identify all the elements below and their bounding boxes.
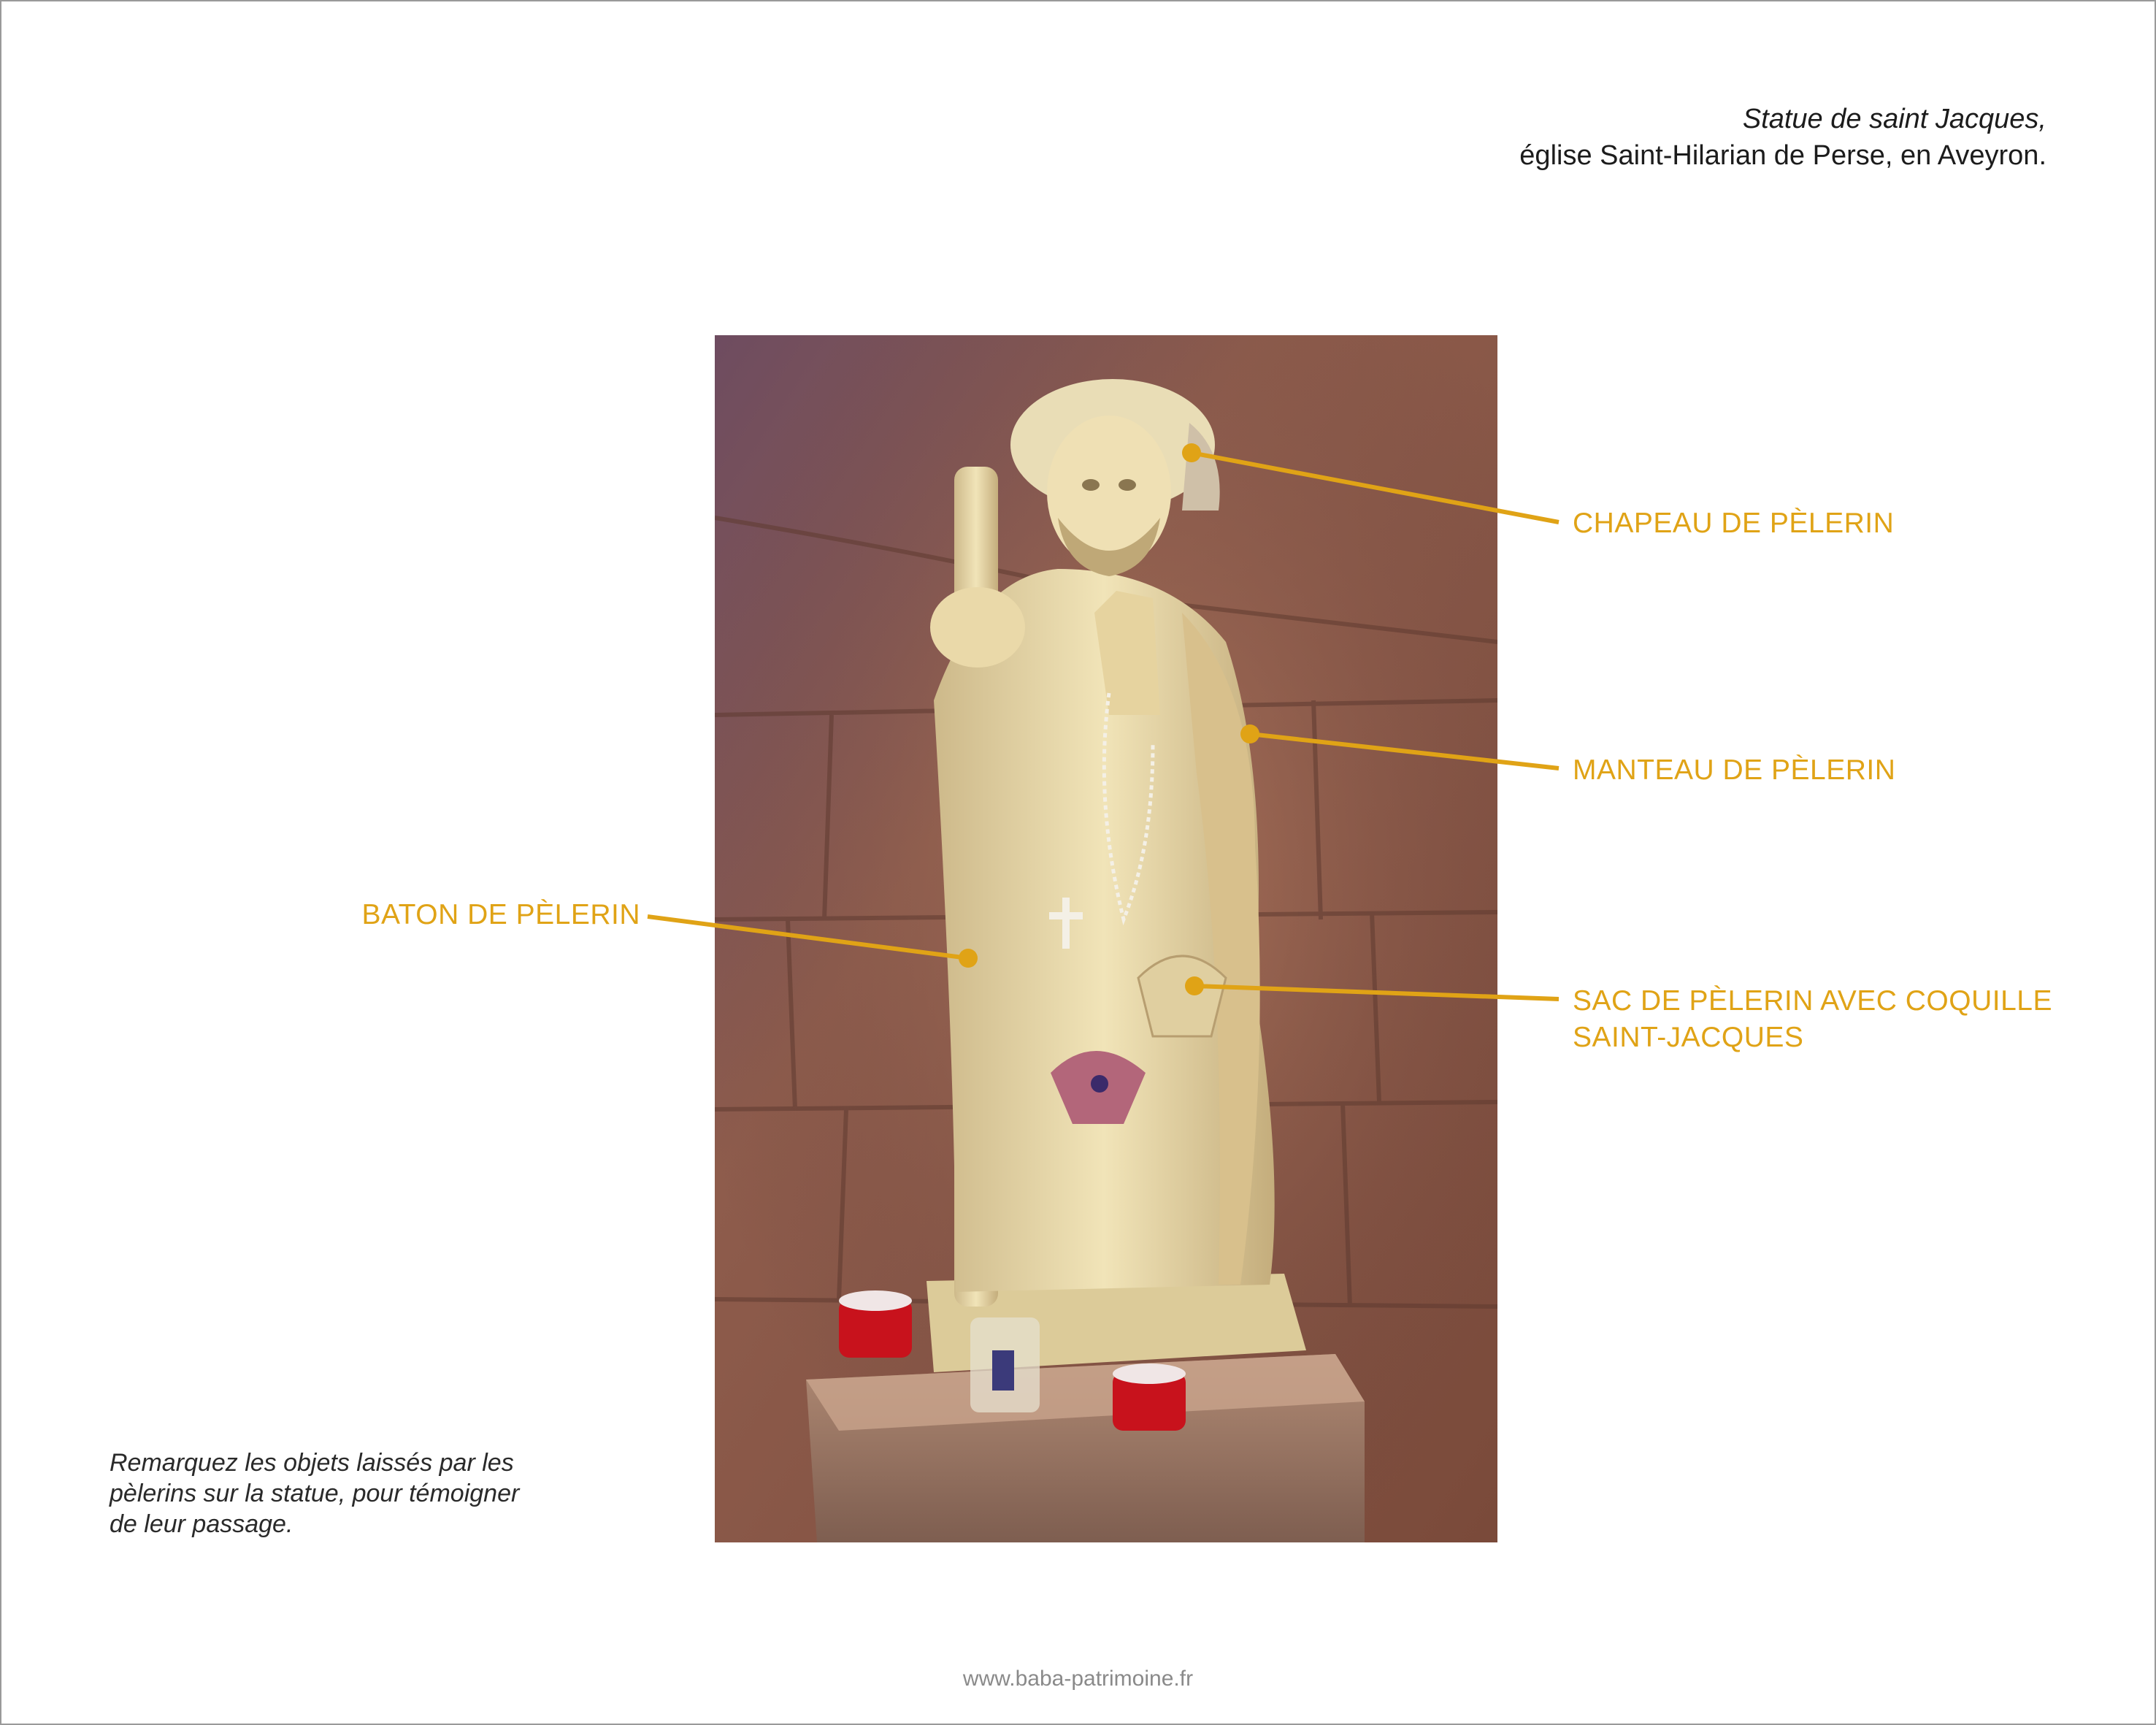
label-manteau: MANTEAU DE PÈLERIN: [1573, 754, 1896, 786]
label-sac-line1: SAC DE PÈLERIN AVEC COQUILLE: [1573, 985, 2052, 1017]
label-sac: [1573, 983, 2084, 1056]
caption-title: Statue de saint Jacques,: [1742, 104, 2046, 134]
footer-url: www.baba-patrimoine.fr: [962, 1667, 1194, 1691]
statue-photo: [715, 335, 1497, 1542]
label-chapeau: CHAPEAU DE PÈLERIN: [1573, 508, 1895, 539]
photo-caption: [1519, 101, 2046, 174]
remark-text: Remarquez les objets laissés par les pèlerins sur la statue, pour témoigner de leur passage.: [110, 1449, 520, 1538]
caption-location: église Saint-Hilarian de Perse, en Aveyron.: [1519, 140, 2046, 171]
label-sac-line2: SAINT-JACQUES: [1573, 1022, 1804, 1053]
label-baton: BATON DE PÈLERIN: [361, 899, 640, 930]
